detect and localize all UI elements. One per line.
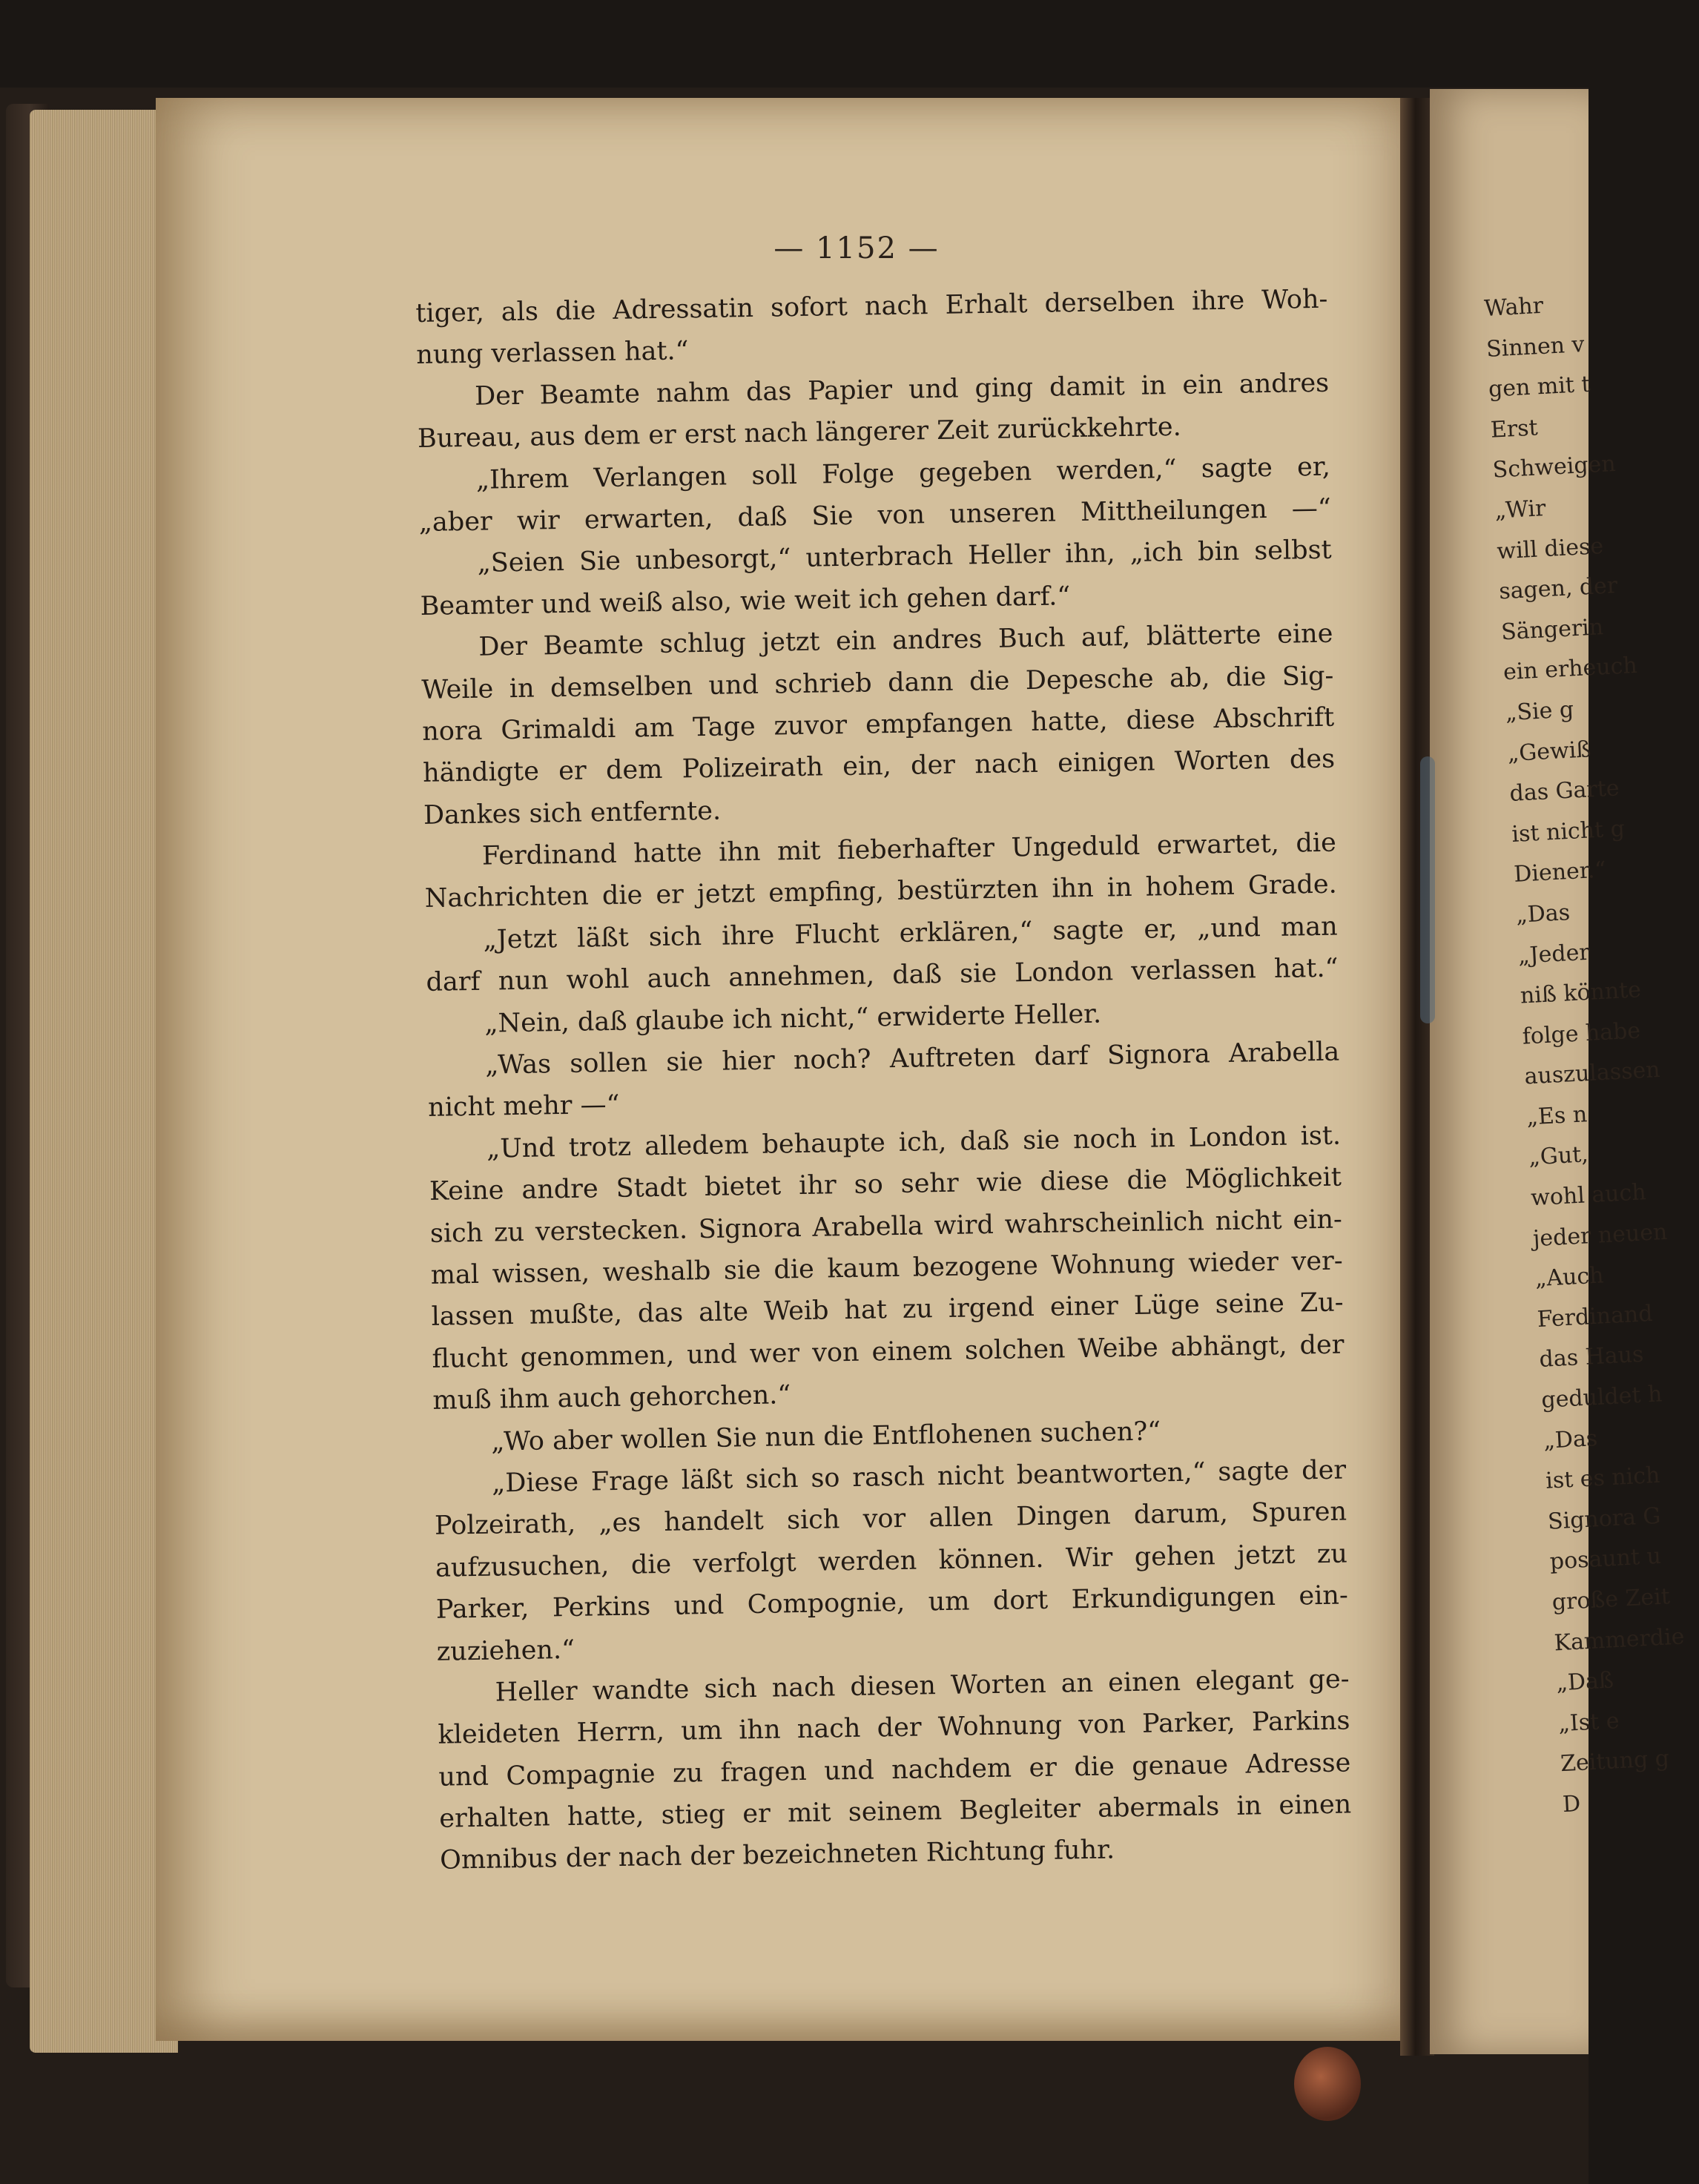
text-line: Heller wandte sich nach diesen Worten an einen elegant ge- — [495, 1664, 1350, 1708]
text-line: „Jetzt läßt sich ihre Flucht erklären,“ sagte er, „und man — [483, 911, 1338, 955]
text-line: Parker, Perkins und Compognie, um dort Erkundigungen ein- — [435, 1580, 1349, 1625]
text-line: Weile in demselben und schrieb dann die Depesche ab, die Sig- — [421, 661, 1334, 705]
text-line: und Compagnie zu fragen und nachdem er die genaue Adresse — [438, 1748, 1351, 1792]
text-line: „Diese Frage läßt sich so rasch nicht beantworten,“ sagte der — [491, 1455, 1347, 1499]
main-text-block — [415, 279, 1353, 1882]
text-line: zuziehen.“ — [436, 1634, 575, 1667]
text-line: nicht mehr —“ — [427, 1090, 620, 1124]
facing-line: jeder neuen — [1532, 1218, 1669, 1252]
facing-line: Zeitung g — [1560, 1745, 1670, 1778]
facing-line: sagen, der — [1498, 573, 1619, 605]
text-line: tiger, als die Adressatin sofort nach Erhalt derselben ihre Woh- — [415, 284, 1328, 329]
facing-line: D — [1562, 1790, 1582, 1818]
text-line: händigte er dem Polizeirath ein, der nach einigen Worten des — [422, 744, 1336, 789]
facing-line: ist nicht g — [1511, 815, 1626, 848]
text-line: Dankes sich entfernte. — [423, 796, 722, 831]
text-line: nung verlassen hat.“ — [416, 336, 689, 371]
text-line: „Wo aber wollen Sie nun die Entflohenen suchen?“ — [491, 1416, 1161, 1457]
facing-line: das Garte — [1508, 775, 1620, 808]
text-line: „Was sollen sie hier noch? Auftreten darf Signora Arabella — [485, 1037, 1340, 1081]
facing-line: „Das — [1515, 899, 1571, 928]
text-line: Ferdinand hatte ihn mit fieberhafter Ungeduld erwartet, die — [481, 828, 1337, 871]
text-line: lassen mußte, das alte Weib hat zu irgend einer Lüge seine Zu- — [431, 1287, 1344, 1333]
text-line: kleideten Herrn, um ihn nach der Wohnung von Parker, Parkins — [438, 1706, 1350, 1751]
blue-stain — [1420, 756, 1435, 1023]
facing-line: geduldet h — [1540, 1381, 1663, 1413]
facing-line: Signora G — [1547, 1502, 1662, 1535]
facing-line: gen mit t — [1488, 371, 1591, 403]
text-line: „Ihrem Verlangen soll Folge gegeben werden,“ sagte er, — [475, 452, 1331, 495]
facing-line: ein erheuch — [1502, 653, 1638, 686]
text-line: Beamter und weiß also, wie weit ich gehen darf.“ — [420, 581, 1071, 621]
text-line: erhalten hatte, stieg er mit seinem Begleiter abermals in einen — [439, 1789, 1352, 1834]
text-line: mal wissen, weshalb sie die kaum bezogene Wohnung wieder ver- — [430, 1246, 1343, 1290]
text-line: sich zu verstecken. Signora Arabella wird wahrscheinlich nicht ein- — [429, 1204, 1343, 1249]
text-line: Nachrichten die er jetzt empfing, bestürzten ihn in hohem Grade. — [424, 870, 1338, 914]
text-line: Der Beamte nahm das Papier und ging damit in ein andres — [474, 368, 1330, 412]
text-line: Keine andre Stadt bietet ihr so sehr wie diese die Möglichkeit — [429, 1162, 1342, 1207]
text-line: aufzusuchen, die verfolgt werden können. Wir gehen jetzt zu — [435, 1539, 1348, 1583]
facing-line: „Ist e — [1557, 1707, 1620, 1738]
facing-line: niß könnte — [1520, 977, 1642, 1009]
facing-line: Wahr — [1483, 292, 1544, 322]
finger-tip — [1294, 2047, 1361, 2121]
facing-line: „Auch — [1534, 1262, 1605, 1293]
facing-line: wohl auch — [1530, 1179, 1647, 1212]
text-line: Bureau, aus dem er erst nach längerer Zeit zurückkehrte. — [417, 412, 1182, 455]
facing-line: folge habe — [1521, 1017, 1641, 1050]
page-number: — 1152 — — [773, 231, 940, 265]
text-line: „aber wir erwarten, daß Sie von unseren Mittheilungen —“ — [418, 493, 1332, 538]
facing-line: „Wir — [1494, 495, 1547, 524]
facing-line: Diener.“ — [1513, 857, 1607, 888]
text-line: Omnibus der nach der bezeichneten Richtung fuhr. — [439, 1835, 1115, 1876]
text-line: Der Beamte schlug jetzt ein andres Buch auf, blätterte eine — [478, 618, 1333, 662]
facing-line: „Daß — [1555, 1667, 1614, 1697]
facing-line: „Das — [1543, 1425, 1599, 1454]
text-line: „Und trotz alledem behaupte ich, daß sie noch in London ist. — [486, 1121, 1342, 1164]
facing-line: Erst — [1490, 415, 1539, 443]
facing-line: ist es nich — [1545, 1462, 1661, 1494]
facing-line: „Gewiß — [1506, 736, 1592, 767]
facing-line: Schweigen — [1491, 451, 1617, 484]
facing-line: auszulassen — [1523, 1057, 1661, 1090]
text-line: „Nein, daß glaube ich nicht,“ erwiderte Heller. — [484, 999, 1102, 1039]
text-line: „Seien Sie unbesorgt,“ unterbrach Heller ihn, „ich bin selbst — [477, 535, 1332, 579]
facing-line: posaunt u — [1549, 1543, 1662, 1576]
text-line: flucht genommen, und wer von einem solchen Weibe abhängt, der — [432, 1330, 1345, 1374]
facing-line: will diese — [1496, 532, 1604, 565]
facing-line: Sinnen v — [1485, 331, 1586, 363]
facing-line: „Gut, — [1528, 1141, 1589, 1171]
facing-line: das Haus — [1538, 1342, 1645, 1373]
facing-line: „Sie g — [1505, 696, 1574, 727]
facing-line: Sängerin — [1500, 613, 1604, 646]
text-line: darf nun wohl auch annehmen, daß sie London verlassen hat.“ — [426, 953, 1339, 998]
facing-line: Kammerdie — [1553, 1623, 1686, 1657]
text-line: muß ihm auch gehorchen.“ — [432, 1380, 791, 1416]
facing-line: „Es n — [1525, 1101, 1589, 1131]
facing-line: „Jeder — [1517, 939, 1591, 969]
text-line: nora Grimaldi am Tage zuvor empfangen hatte, diese Abschrift — [421, 702, 1335, 747]
facing-line: Ferdinand — [1536, 1300, 1654, 1333]
facing-line: große Zeit — [1551, 1583, 1671, 1616]
text-line: Polzeirath, „es handelt sich vor allen Dingen darum, Spuren — [434, 1497, 1347, 1542]
